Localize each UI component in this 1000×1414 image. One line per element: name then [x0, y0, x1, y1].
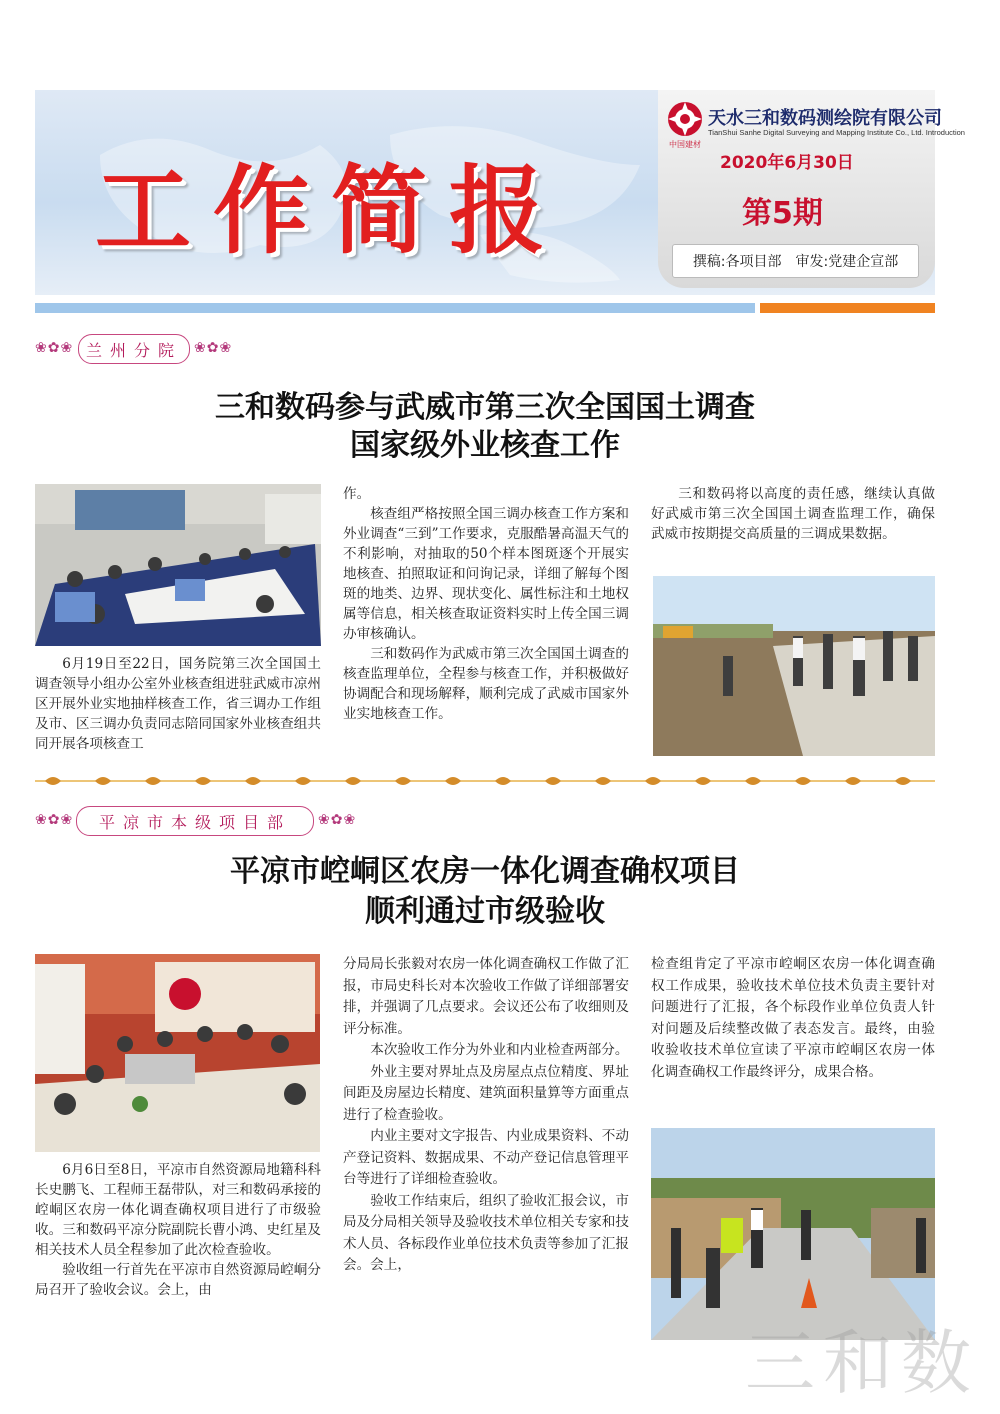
section-divider	[35, 772, 935, 790]
article1-headline-line1: 三和数码参与武威市第三次全国国土调查	[215, 390, 755, 425]
header-rule-blue	[35, 303, 755, 313]
article1-col2-para: 三和数码作为武威市第三次全国国土调查的核查监理单位，全程参与核查工作，并积极做好协调配合和现场解释，顺利完成了武威市国家外业实地核查工作。	[343, 646, 629, 722]
credits-box	[672, 244, 919, 278]
article2-col2-continuation: 分局局长张毅对农房一体化调查确权工作做了汇报，市局史科长对本次验收工作做了详细部署安排，并强调了几点要求。会议还公布了收细则及评分标准。	[343, 956, 629, 1037]
article1-col2	[343, 484, 629, 724]
article2-headline-line1: 平凉市崆峒区农房一体化调查确权项目	[230, 854, 740, 889]
article2-col3-continuation: 检查组肯定了平凉市崆峒区农房一体化调查确权工作成果，验收技术单位技术负责主要针对问题进行了汇报，各个标段作业单位负责人针对问题及后续整改做了表态发言。最终，由验收验收技术单位宣读了平凉市崆峒区农房一体化调查确权工作最终评分，成果合格。	[651, 956, 935, 1080]
article2-col2-para: 外业主要对界址点及房屋点点位精度、界址间距及房屋边长精度、建筑面积量算等方面重点进行了检查验收。	[343, 1063, 629, 1123]
article2-col1	[35, 1160, 321, 1300]
company-name-en: TianShui Sanhe Digital Surveying and Mapping Institute Co., Ltd. Introduction	[708, 128, 965, 137]
article1-col2-para: 核查组严格按照全国三调办核查工作方案和外业调查“三到”工作要求，克服酷暑高温天气的不利影响，对抽取的50个样本图斑逐个开展实地核查、拍照取证和问询记录，详细了解每个图斑的地类、边界、现状变化、属性标注和土地权属等信息，相关核查取证资料实时上传全国三调办审核确认。	[343, 506, 629, 642]
tag-ornament-right: ❀✿❀	[318, 812, 357, 828]
article1-col1-para: 6月19日至22日，国务院第三次全国国土调查领导小组办公室外业核查组进驻武威市凉州区开展外业实地抽样核查工作，省三调办工作组及市、区三调办负责同志陪同国家外业核查组共同开展各项核查工	[35, 656, 321, 752]
review-credit: 审发:党建企宣部	[795, 254, 899, 270]
meeting-room-photo	[35, 484, 321, 646]
article2-col2-para: 内业主要对文字报告、内业成果资料、不动产登记资料、数据成果、不动产登记信息管理平台等进行了详细检查验收。	[343, 1128, 629, 1187]
section-tag-pingliang: 平凉市本级项目部	[76, 806, 314, 836]
article1-col2-continuation: 作。	[343, 486, 371, 502]
article2-col3	[651, 954, 935, 1083]
tag-ornament-left: ❀✿❀	[35, 340, 74, 356]
watermark-text: 三和数	[745, 1322, 979, 1404]
article2-col2-para: 验收工作结束后，组织了验收汇报会议，市局及分局相关领导及验收技术单位相关专家和技术人员、各标段作业单位技术负责等参加了汇报会。会上，	[343, 1192, 629, 1273]
company-logo-icon	[666, 100, 704, 138]
header-rule-orange	[760, 303, 935, 313]
section-tag-lanzhou: 兰州分院	[78, 334, 190, 364]
article1-col3	[651, 484, 935, 544]
tag-ornament-left: ❀✿❀	[35, 812, 74, 828]
issue-number: 第5期	[742, 196, 823, 231]
article1-col1	[35, 654, 321, 754]
article2-col1-para: 6月6日至8日，平凉市自然资源局地籍科科长史鹏飞、工程师王磊带队，对三和数码承接的崆峒区农房一体化调查确权项目进行了市级验收。三和数码平凉分院副院长曹小鸿、史红星及相关技术人员全程参加了此次检查验收。	[35, 1162, 321, 1258]
author-credit: 撰稿:各项目部	[692, 254, 782, 270]
field-inspection-photo	[653, 576, 935, 756]
issue-date: 2020年6月30日	[720, 153, 854, 173]
tag-ornament-right: ❀✿❀	[194, 340, 233, 356]
logo-caption: 中国建材	[669, 140, 701, 149]
newsletter-title: 工作简报	[95, 155, 567, 267]
article1-headline-line2: 国家级外业核查工作	[350, 428, 620, 463]
article2-col2	[343, 954, 629, 1277]
article2-headline-line2: 顺利通过市级验收	[365, 894, 605, 929]
article2-col2-para: 本次验收工作分为外业和内业检查两部分。	[370, 1042, 629, 1058]
article1-col3-para: 三和数码将以高度的责任感，继续认真做好武威市第三次全国国土调查监理工作，确保武威市按期提交高质量的三调成果数据。	[651, 486, 935, 542]
acceptance-meeting-photo	[35, 954, 320, 1152]
article2-col1-para: 验收组一行首先在平凉市自然资源局崆峒分局召开了验收会议。会上，由	[35, 1262, 321, 1298]
company-name: 天水三和数码测绘院有限公司	[708, 108, 942, 129]
